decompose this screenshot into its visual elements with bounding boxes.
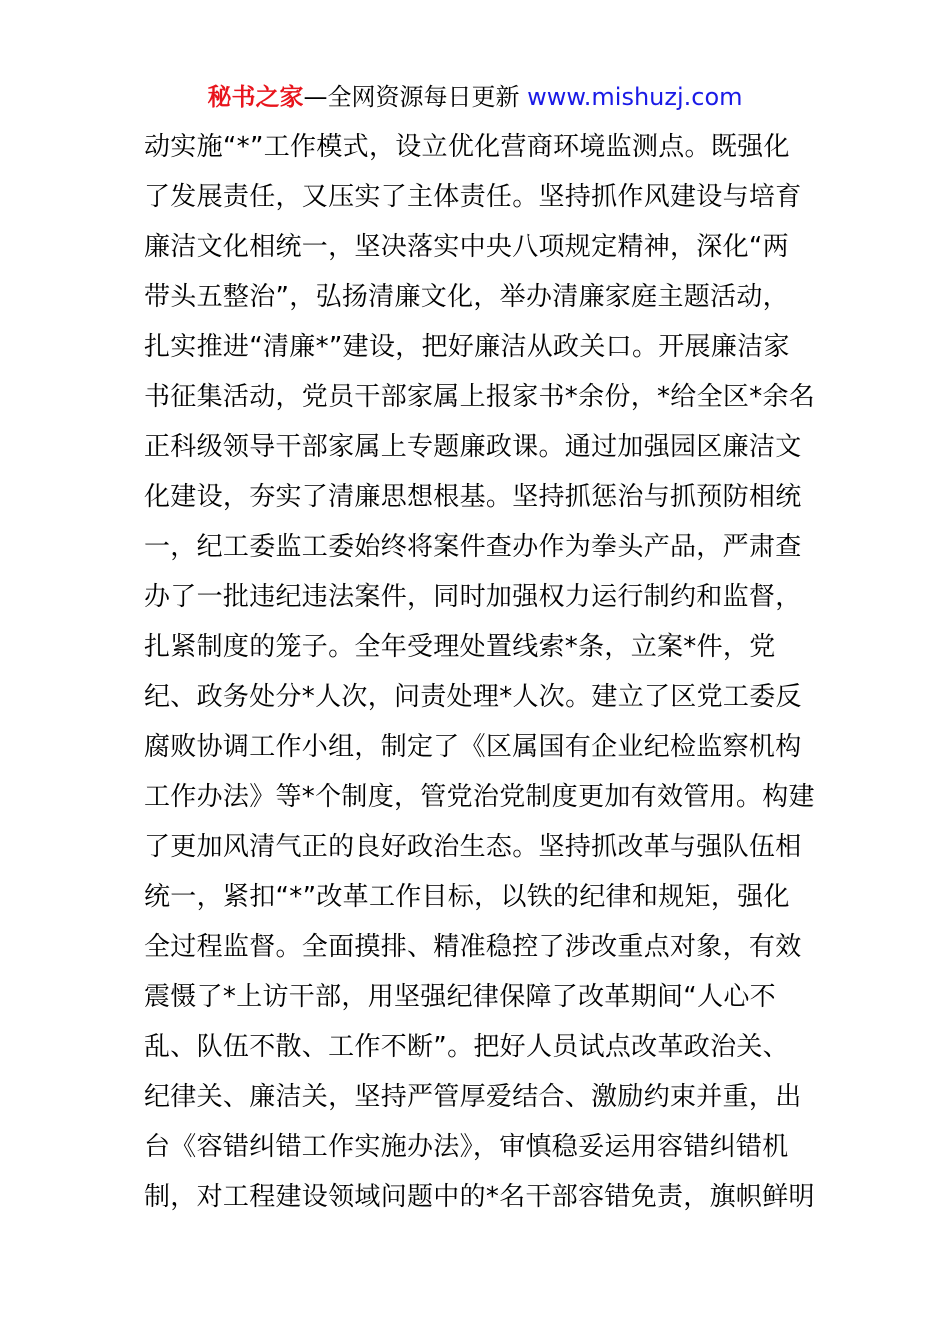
body-line: 了更加风清气正的良好政治生态。坚持抓改革与强队伍相 [144,832,802,862]
site-brand: 秘书之家 [207,83,304,111]
body-line: 书征集活动，党员干部家属上报家书*余份，*给全区*余名 [144,382,816,412]
body-line: 正科级领导干部家属上专题廉政课。通过加强园区廉洁文 [144,432,802,462]
body-line: 乱、队伍不散、工作不断”。把好人员试点改革政治关、 [144,1032,789,1062]
body-line: 统一，紧扣“*”改革工作目标，以铁的纪律和规矩，强化 [144,882,790,912]
site-tagline: —全网资源每日更新 [303,83,520,111]
body-line: 扎实推进“清廉*”建设，把好廉洁从政关口。开展廉洁家 [144,332,790,362]
body-line: 带头五整治”，弘扬清廉文化，举办清廉家庭主题活动， [144,282,789,312]
body-line: 震慑了*上访干部，用坚强纪律保障了改革期间“人心不 [144,982,776,1012]
body-line: 了发展责任，又压实了主体责任。坚持抓作风建设与培育 [144,182,802,212]
body-line: 化建设，夯实了清廉思想根基。坚持抓惩治与抓预防相统 [144,482,802,512]
body-line: 全过程监督。全面摸排、精准稳控了涉改重点对象，有效 [144,932,802,962]
body-line: 制，对工程建设领域问题中的*名干部容错免责，旗帜鲜明 [144,1182,815,1212]
body-line: 一，纪工委监工委始终将案件查办作为拳头产品，严肃查 [144,532,802,562]
body-line: 腐败协调工作小组，制定了《区属国有企业纪检监察机构 [144,732,802,762]
body-line: 动实施“*”工作模式，设立优化营商环境监测点。既强化 [144,132,790,162]
body-line: 办了一批违纪违法案件，同时加强权力运行制约和监督， [144,582,802,612]
body-line: 纪律关、廉洁关，坚持严管厚爱结合、激励约束并重，出 [144,1082,802,1112]
body-line: 台《容错纠错工作实施办法》，审慎稳妥运用容错纠错机 [144,1132,789,1162]
site-url-link[interactable]: www.mishuzj.com [527,83,743,111]
document-body [144,122,814,1222]
site-header [0,80,950,114]
body-line: 工作办法》等*个制度，管党治党制度更加有效管用。构建 [144,782,815,812]
body-line: 纪、政务处分*人次，问责处理*人次。建立了区党工委反 [144,682,802,712]
body-line: 廉洁文化相统一，坚决落实中央八项规定精神，深化“两 [144,232,789,262]
body-line: 扎紧制度的笼子。全年受理处置线索*条，立案*件，党 [144,632,776,662]
